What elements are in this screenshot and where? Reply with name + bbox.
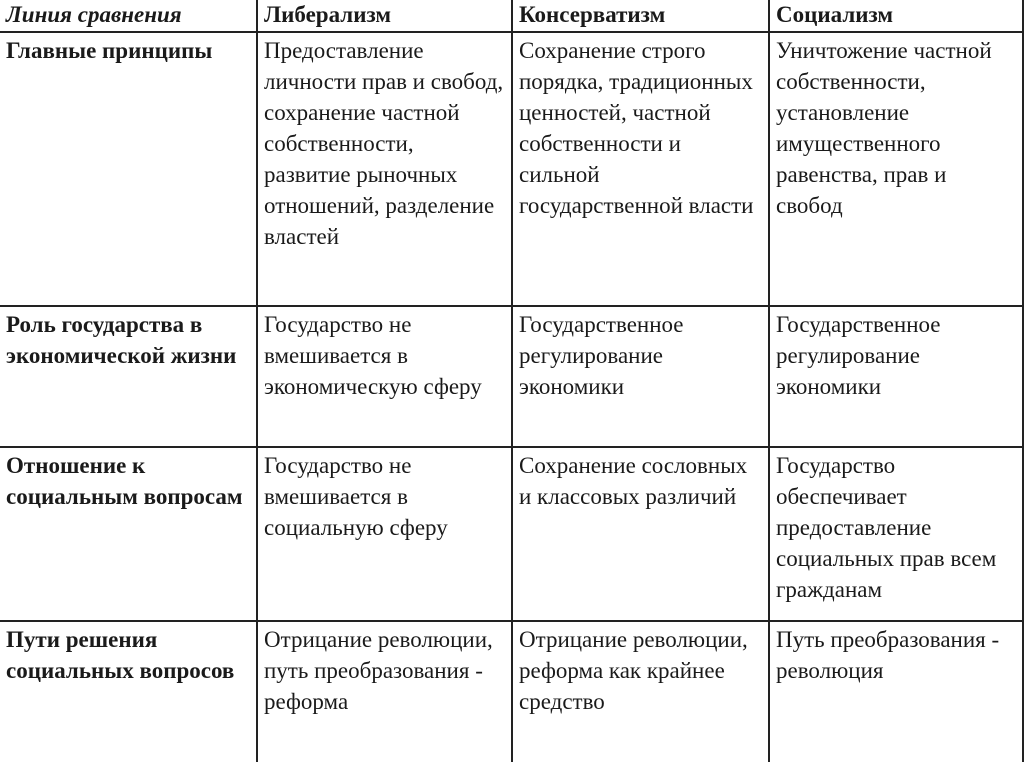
cell-text: Сохранение строго порядка, традиционных ценностей, частной собственности и сильной государственной власти [519,38,754,218]
cell-text: Путь преобразования - революция [776,627,1000,683]
cell-text: Государство не вмешивается в социальную сферу [264,453,448,540]
cell-socialism [769,32,1023,306]
column-header-socialism: Социализм [769,0,1023,32]
row-label [0,621,257,762]
cell-text: Государство обеспечивает предоставление социальных прав всем гражданам [776,453,997,602]
row-label [0,306,257,447]
cell-text: Предоставление личности прав и свобод, сохранение частной собственности, развитие рыночных отношений, разделение властей [264,38,504,249]
cell-conservatism [512,32,769,306]
cell-text: Государственное регулирование экономики [776,312,941,399]
row-label-text: Пути решения социальных вопросов [6,627,235,683]
cell-conservatism [512,621,769,762]
cell-text: Государство не вмешивается в экономическую сферу [264,312,482,399]
cell-socialism [769,447,1023,621]
row-label-text: Отношение к социальным вопросам [6,453,243,509]
header-row [0,0,1023,32]
cell-socialism [769,306,1023,447]
table-row-social-solutions [0,621,1023,762]
cell-liberalism [257,621,512,762]
cell-text: Отрицание революции, реформа как крайнее средство [519,627,748,714]
cell-socialism [769,621,1023,762]
cell-liberalism [257,447,512,621]
cell-text: Сохранение сословных и классовых различий [519,453,748,509]
row-label [0,447,257,621]
row-label-text: Главные принципы [6,38,213,63]
cell-text: Отрицание революции, путь преобразования - реформа [264,627,493,714]
table-row-social-issues-attitude [0,447,1023,621]
row-label-text: Роль государства в экономической жизни [6,312,237,368]
cell-liberalism [257,306,512,447]
column-header-comparison-line: Линия сравнения [0,0,257,32]
cell-text: Уничтожение частной собственности, установление имущественного равенства, прав и свобод [776,38,992,218]
cell-text: Государственное регулирование экономики [519,312,684,399]
cell-conservatism [512,306,769,447]
cell-conservatism [512,447,769,621]
table-row-main-principles [0,32,1023,306]
column-header-liberalism: Либерализм [257,0,512,32]
table-row-state-role-economy [0,306,1023,447]
column-header-conservatism: Консерватизм [512,0,769,32]
row-label [0,32,257,306]
cell-liberalism [257,32,512,306]
